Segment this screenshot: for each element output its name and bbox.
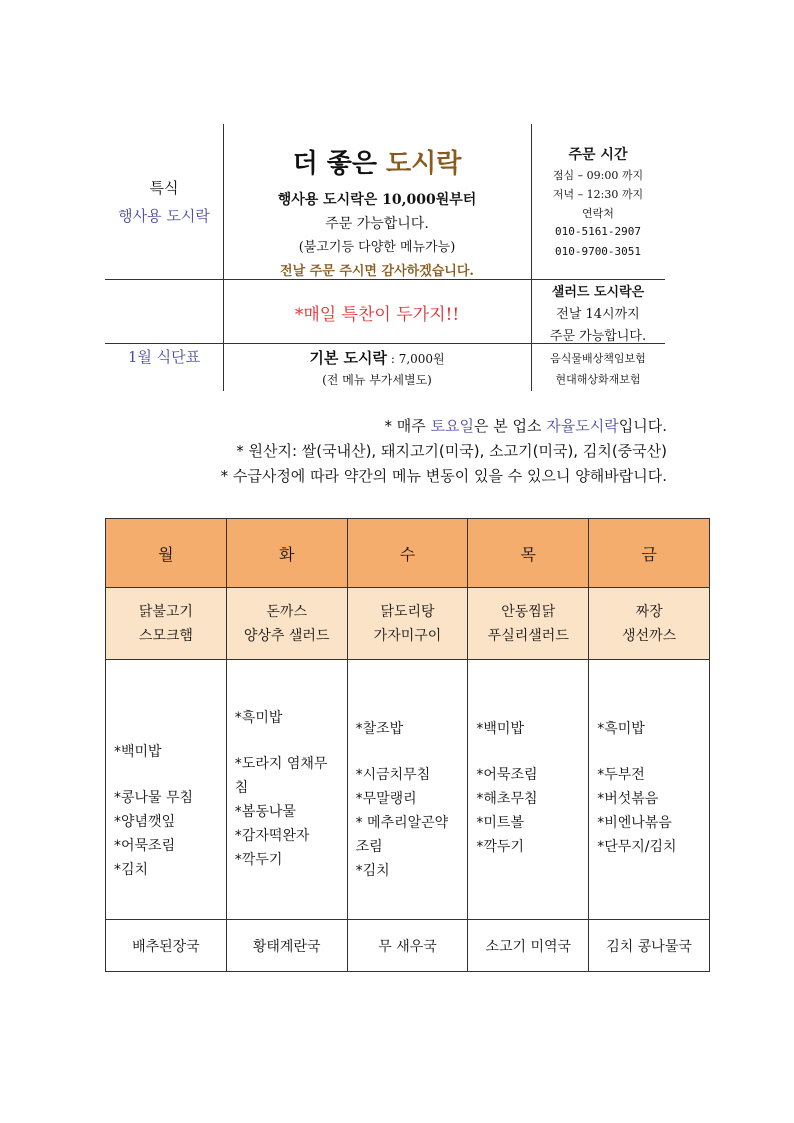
brand-title bbox=[223, 143, 531, 180]
month-menu-label: 1월 식단표 bbox=[127, 348, 201, 366]
soup-thu: 소고기 미역국 bbox=[468, 920, 589, 972]
sides-mon bbox=[106, 660, 227, 920]
side-item: *해초무침 bbox=[476, 791, 538, 807]
header-rule-1 bbox=[105, 279, 665, 280]
insurance-line-2: 현대해상화재보험 bbox=[555, 373, 641, 386]
daily-special-line: *매일 특찬이 두가지!! bbox=[294, 305, 460, 325]
side-item: *어묵조림 bbox=[114, 838, 176, 854]
main-mon bbox=[106, 588, 227, 660]
main-dish: 생선까스 bbox=[622, 627, 677, 644]
sides-thu bbox=[468, 660, 589, 920]
basic-lunchbox-line bbox=[223, 347, 531, 368]
side-item: *김치 bbox=[355, 863, 390, 879]
side-item: *콩나물 무침 bbox=[114, 790, 194, 806]
salad-line-3: 주문 가능합니다. bbox=[549, 329, 647, 344]
vat-note: (전 메뉴 부가세별도) bbox=[322, 373, 432, 387]
dinner-deadline: 저녁 – 12:30 까지 bbox=[552, 188, 644, 201]
thanks-line: 전날 주문 주시면 감사하겠습니다. bbox=[280, 264, 474, 279]
soup-row bbox=[106, 920, 710, 972]
sides-tue bbox=[226, 660, 347, 920]
event-price-line: 행사용 도시락은 10,000원부터 bbox=[277, 192, 477, 208]
side-item: *깍두기 bbox=[476, 839, 524, 855]
main-thu bbox=[468, 588, 589, 660]
notice-saturday-day: 토요일 bbox=[430, 417, 475, 435]
day-thu: 목 bbox=[468, 519, 589, 588]
side-item: *도라지 염채무침 bbox=[234, 756, 328, 796]
sides-fri bbox=[589, 660, 710, 920]
rice-item: *백미밥 bbox=[114, 744, 162, 760]
notice-origin: * 원산지: 쌀(국내산), 돼지고기(미국), 소고기(미국), 김치(중국산) bbox=[236, 442, 667, 460]
soup-mon: 배추된장국 bbox=[106, 920, 227, 972]
soup-fri: 김치 콩나물국 bbox=[589, 920, 710, 972]
soup-wed: 무 새우국 bbox=[347, 920, 468, 972]
day-wed: 수 bbox=[347, 519, 468, 588]
main-dish-row bbox=[106, 588, 710, 660]
order-possible-line: 주문 가능합니다. bbox=[325, 216, 429, 232]
side-item: *김치 bbox=[114, 862, 149, 878]
day-mon: 월 bbox=[106, 519, 227, 588]
side-item: *시금치무침 bbox=[355, 767, 431, 783]
side-item: *감자떡완자 bbox=[234, 828, 310, 844]
notice-saturday-free: 자율도시락 bbox=[546, 417, 619, 435]
rice-item: *흑미밥 bbox=[597, 721, 645, 737]
main-dish: 돈까스 bbox=[266, 603, 307, 620]
side-dish-row bbox=[106, 660, 710, 920]
side-item: *단무지/김치 bbox=[597, 839, 677, 855]
basic-lunchbox-label: 기본 도시락 bbox=[309, 349, 388, 367]
side-item: *무말랭리 bbox=[355, 791, 417, 807]
side-item: *양념깻잎 bbox=[114, 814, 176, 830]
side-item: *두부전 bbox=[597, 767, 645, 783]
main-dish: 닭불고기 bbox=[138, 603, 193, 620]
contact-label: 연락처 bbox=[582, 207, 614, 220]
notice-saturday-e: 입니다. bbox=[618, 417, 667, 435]
side-item: *봄동나물 bbox=[234, 804, 296, 820]
main-dish: 안동찜닭 bbox=[501, 603, 556, 620]
side-item: *어묵조림 bbox=[476, 767, 538, 783]
phone-1: 010-5161-2907 bbox=[554, 225, 642, 238]
weekly-menu-table bbox=[105, 518, 710, 972]
menu-variety-line: (불고기등 다양한 메뉴가능) bbox=[298, 240, 456, 255]
side-item: *깍두기 bbox=[234, 852, 283, 868]
notice-saturday-a: * 매주 bbox=[384, 417, 431, 435]
salad-line-2: 전날 14시까지 bbox=[556, 307, 640, 322]
main-dish: 스모크햄 bbox=[138, 627, 193, 644]
main-wed bbox=[347, 588, 468, 660]
notice-supply: * 수급사정에 따라 약간의 메뉴 변동이 있을 수 있으니 양해바랍니다. bbox=[220, 467, 667, 485]
day-fri: 금 bbox=[589, 519, 710, 588]
rice-item: *흑미밥 bbox=[234, 710, 283, 726]
notice-saturday bbox=[385, 415, 667, 436]
phone-2: 010-9700-3051 bbox=[554, 245, 642, 258]
main-dish: 가자미구이 bbox=[373, 627, 442, 644]
special-title: 특식 bbox=[149, 179, 179, 197]
soup-tue: 황태계란국 bbox=[226, 920, 347, 972]
rice-item: *찰조밥 bbox=[355, 721, 404, 737]
main-dish: 푸실리샐러드 bbox=[487, 627, 569, 644]
basic-lunchbox-price: : 7,000원 bbox=[387, 352, 445, 366]
day-tue: 화 bbox=[226, 519, 347, 588]
rice-item: *백미밥 bbox=[476, 721, 524, 737]
main-tue bbox=[226, 588, 347, 660]
event-lunchbox-label: 행사용 도시락 bbox=[118, 207, 210, 225]
main-dish: 양상추 샐러드 bbox=[243, 627, 330, 644]
salad-line-1: 샐러드 도시락은 bbox=[551, 285, 645, 300]
side-item: *비엔나볶음 bbox=[597, 815, 672, 831]
notice-saturday-c: 은 본 업소 bbox=[474, 417, 547, 435]
side-item: *미트볼 bbox=[476, 815, 524, 831]
main-dish: 짜장 bbox=[635, 603, 663, 620]
insurance-line-1: 음식물배상책임보험 bbox=[550, 352, 646, 365]
main-dish: 닭도리탕 bbox=[380, 603, 435, 620]
order-time-title: 주문 시간 bbox=[568, 147, 628, 163]
day-header-row bbox=[106, 519, 710, 588]
main-fri bbox=[589, 588, 710, 660]
side-item: * 메추리알곤약조림 bbox=[355, 815, 449, 855]
brand-highlight: 도시락 bbox=[386, 149, 462, 179]
side-item: *버섯볶음 bbox=[597, 791, 659, 807]
lunch-deadline: 점심 – 09:00 까지 bbox=[552, 169, 644, 182]
brand-prefix: 더 좋은 bbox=[292, 149, 387, 179]
sides-wed bbox=[347, 660, 468, 920]
